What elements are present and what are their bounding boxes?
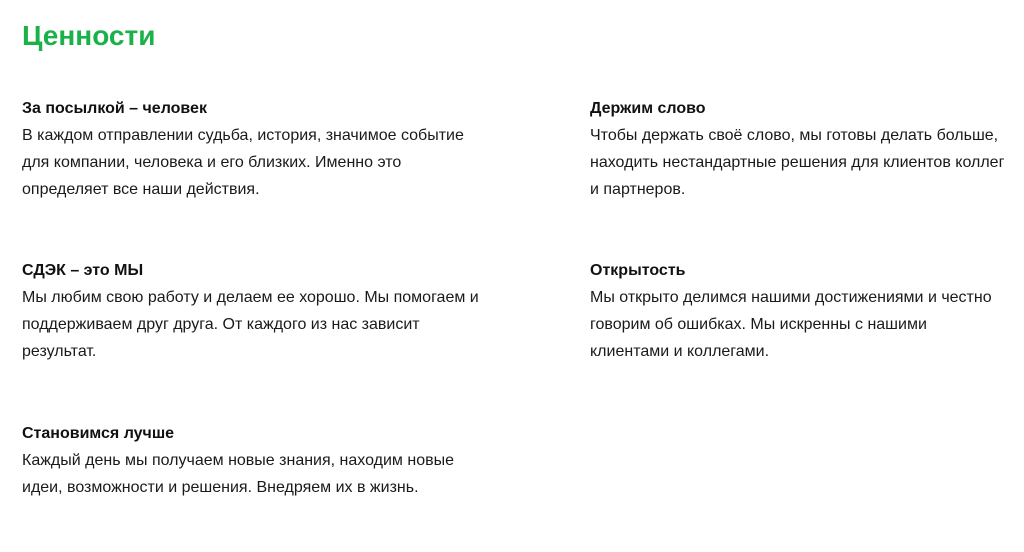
value-title: Держим слово bbox=[590, 100, 706, 117]
value-title: Открытость bbox=[590, 262, 686, 279]
value-block-openness bbox=[590, 258, 1010, 365]
value-block-person-behind-parcel bbox=[22, 96, 492, 203]
value-description: В каждом отправлении судьба, история, значимое событие для компании, человека и его близких. Именно это определяет все наши действия. bbox=[22, 127, 464, 198]
value-title: Становимся лучше bbox=[22, 425, 175, 442]
value-description: Мы любим свою работу и делаем ее хорошо. Мы помогаем и поддерживаем друг друга. От каждого из нас зависит результат. bbox=[22, 289, 479, 360]
value-block-becoming-better bbox=[22, 421, 492, 501]
value-title: За посылкой – человек bbox=[22, 100, 207, 117]
page-title: Ценности bbox=[22, 20, 156, 51]
value-description: Мы открыто делимся нашими достижениями и честно говорим об ошибках. Мы искренны с нашими клиентами и коллегами. bbox=[590, 289, 992, 360]
value-description: Чтобы держать своё слово, мы готовы делать больше, находить нестандартные решения для клиентов коллег и партнеров. bbox=[590, 127, 1005, 198]
value-title: СДЭК – это МЫ bbox=[22, 262, 144, 279]
value-block-keep-word bbox=[590, 96, 1010, 203]
value-block-cdek-is-us bbox=[22, 258, 492, 365]
value-description: Каждый день мы получаем новые знания, находим новые идеи, возможности и решения. Внедряем их в жизнь. bbox=[22, 452, 454, 496]
